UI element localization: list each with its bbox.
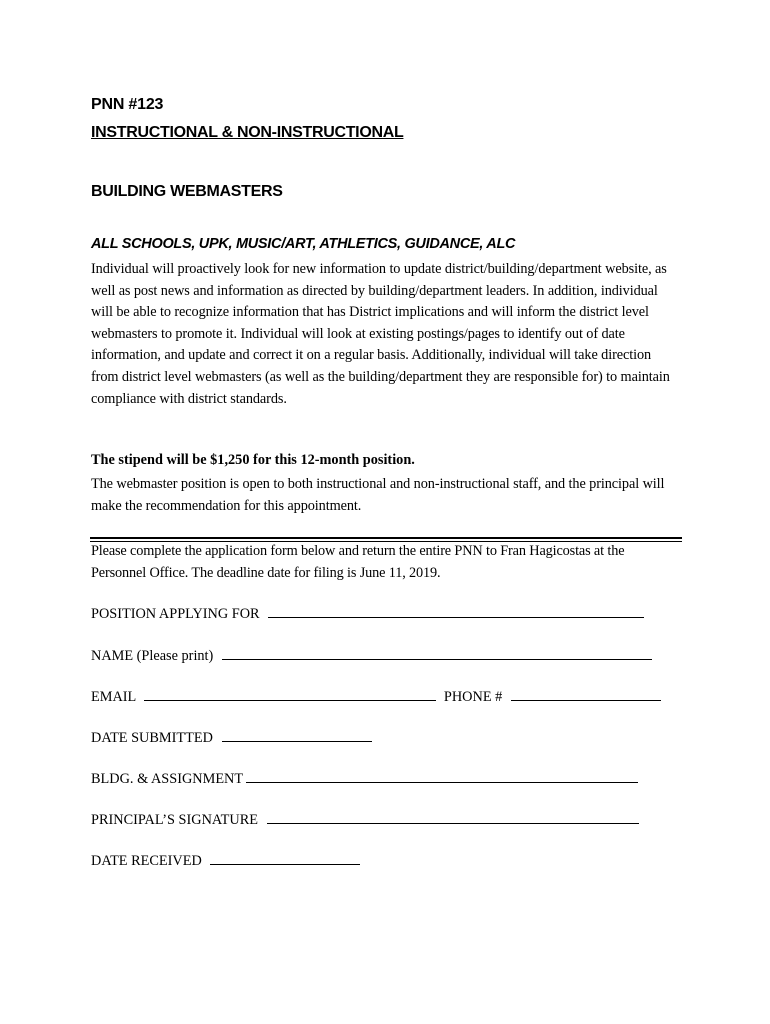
- principal-signature-field-row: [91, 809, 639, 829]
- job-description: Individual will proactively look for new information to update district/building/department website, as well as post news and information as directed by building/department leaders. In addition, individual will be able to recognize information that has District implications and will inform the district level webmasters to promote it. Individual will look at existing postings/pages to identify out of date information, and update and correct it on a regular basis. Additionally, individual will take direction from district level webmasters (as well as the building/department they are responsible for) to maintain compliance with district standards.: [91, 261, 670, 407]
- email-phone-field-row: [91, 686, 661, 706]
- name-field-row: [91, 645, 652, 665]
- stipend-note: The webmaster position is open to both instructional and non-instructional staff, and the principal will make the recommendation for this appointment.: [91, 476, 665, 514]
- category-heading: INSTRUCTIONAL & NON-INSTRUCTIONAL: [91, 124, 404, 141]
- phone-label: PHONE #: [443, 689, 503, 705]
- date-received-field-row: [91, 850, 360, 870]
- bldg-assignment-label: BLDG. & ASSIGNMENT: [91, 771, 243, 787]
- pnn-number: PNN #123: [91, 96, 164, 113]
- position-field-row: [91, 603, 644, 623]
- bldg-assignment-input-line[interactable]: [246, 768, 638, 783]
- stipend-statement: The stipend will be $1,250 for this 12-month position.: [91, 452, 415, 468]
- principal-signature-label: PRINCIPAL’S SIGNATURE: [91, 812, 258, 828]
- name-label: NAME (Please print): [91, 648, 214, 664]
- date-submitted-label: DATE SUBMITTED: [91, 730, 213, 746]
- form-instructions: Please complete the application form below and return the entire PNN to Fran Hagicostas at the Personnel Office. The deadline date for filing is June 11, 2019.: [91, 543, 625, 581]
- date-submitted-field-row: [91, 727, 372, 747]
- name-input-line[interactable]: [222, 645, 652, 660]
- position-input-line[interactable]: [268, 603, 644, 618]
- phone-input-line[interactable]: [511, 686, 661, 701]
- position-title: BUILDING WEBMASTERS: [91, 183, 283, 200]
- scope-line: ALL SCHOOLS, UPK, MUSIC/ART, ATHLETICS, GUIDANCE, ALC: [91, 236, 516, 252]
- date-submitted-input-line[interactable]: [222, 727, 372, 742]
- email-input-line[interactable]: [144, 686, 436, 701]
- section-divider-thick: [90, 537, 682, 539]
- date-received-label: DATE RECEIVED: [91, 853, 202, 869]
- bldg-assignment-field-row: [91, 768, 638, 788]
- email-label: EMAIL: [91, 689, 136, 705]
- date-received-input-line[interactable]: [210, 850, 360, 865]
- position-label: POSITION APPLYING FOR: [91, 606, 260, 622]
- principal-signature-input-line[interactable]: [267, 809, 639, 824]
